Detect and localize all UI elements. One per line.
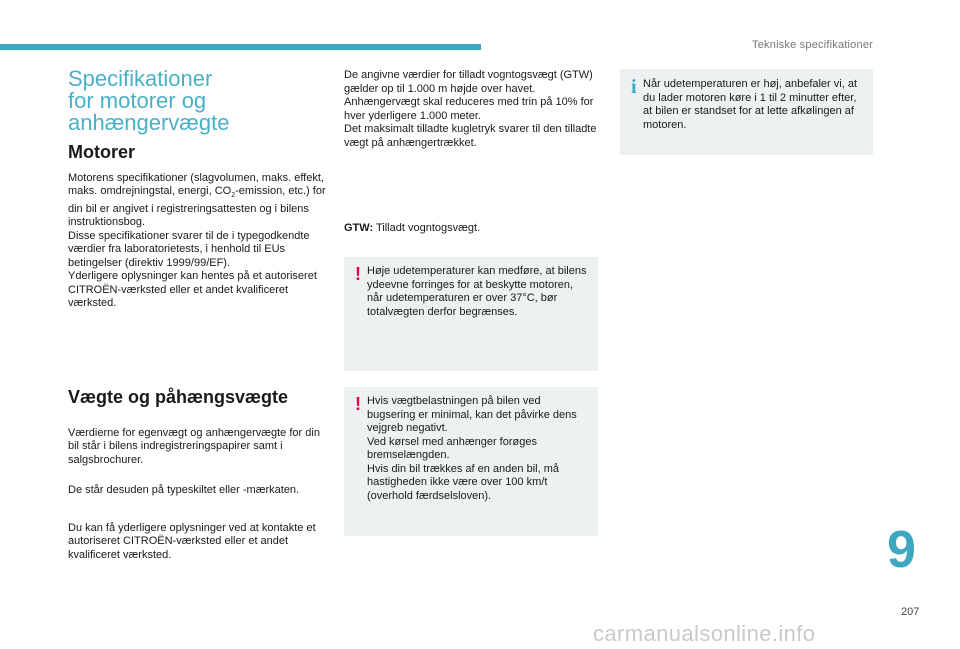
gtw-intro-paragraph: De angivne værdier for tilladt vogntogsvægt (GTW) gælder op til 1.000 m højde over havet. Anhængervægt skal reduceres med trin på 10% for hver yderligere 1.000 meter. Det maksimalt tilladte kugletryk svarer til den tilladte vægt på anhængertrækket. <box>344 69 597 149</box>
motorer-text-b: -emission, etc.) for din bil er angivet i registreringsattesten og i bilens instruktionsbog. Disse specifikationer svarer til de i typegodkendte værdier fra laboratorietests, i henhold til EUs betingelser (direktiv 1999/99/EF). Yderligere oplysninger kan hentes på et autoriseret CITROËN-værksted eller et andet kvalificeret værksted. <box>68 185 326 310</box>
vaegte-heading: Vægte og påhængsvægte <box>68 387 289 407</box>
warning-text-temperature: Høje udetemperaturer kan medføre, at bilens ydeevne forringes for at beskytte motoren, når udetemperaturen er over 37°C, bør totalvægten derfor begrænses. <box>367 265 587 318</box>
page-title-line-2: for motorer og <box>68 88 207 113</box>
watermark: carmanualsonline.info <box>593 621 816 646</box>
info-icon: i <box>631 76 637 98</box>
column-left <box>68 68 330 311</box>
weights-section <box>68 387 330 562</box>
vaegte-paragraph-2: De står desuden på typeskiltet eller -mærkaten. <box>68 484 300 496</box>
gtw-text: Tilladt vogntogsvægt. <box>373 222 481 234</box>
motorer-paragraph <box>68 172 330 311</box>
motorer-text-a: Motorens specifikationer (slagvolumen, maks. effekt, maks. omdrejningstal, energi, CO <box>68 171 324 197</box>
gtw-label: GTW: <box>344 222 374 234</box>
warning-text-towing: Hvis vægtbelastningen på bilen ved bugsering er minimal, kan det påvirke dens vejgreb negativt. Ved kørsel med anhænger forøges bremselængden. Hvis din bil trækkes af en anden bil, må hastigheden ikke være over 100 km/t (overhold færdselsloven). <box>367 395 577 502</box>
info-text-engine-cooling: Når udetemperaturen er høj, anbefaler vi, at du lader motoren køre i 1 til 2 minutter efter, at bilen er standset for at lette afkølingen af motoren. <box>643 78 858 131</box>
warning-icon: ! <box>355 394 361 414</box>
gtw-definition <box>344 222 598 236</box>
chapter-number: 9 <box>887 521 916 579</box>
vaegte-paragraph-3: Du kan få yderligere oplysninger ved at kontakte et autoriseret CITROËN-værksted eller et andet kvalificeret værksted. <box>68 521 316 561</box>
info-box-engine-cooling <box>620 69 873 155</box>
co2-subscript: 2 <box>231 192 236 200</box>
page-title <box>68 68 330 134</box>
section-title: Tekniske specifikationer <box>752 39 873 51</box>
warning-box-temperature <box>344 257 598 371</box>
vaegte-paragraph-1: Værdierne for egenvægt og anhængervægte for din bil står i bilens indregistreringspapirer samt i salgsbrochurer. <box>68 426 320 466</box>
page-title-line-1: Specifikationer <box>68 66 213 91</box>
column-middle <box>344 69 598 150</box>
page-number: 207 <box>901 606 920 618</box>
warning-box-towing <box>344 387 598 536</box>
motorer-heading: Motorer <box>68 142 135 162</box>
page-title-line-3: anhængervægte <box>68 110 230 135</box>
header-accent-bar <box>0 44 481 50</box>
warning-icon: ! <box>355 264 361 284</box>
